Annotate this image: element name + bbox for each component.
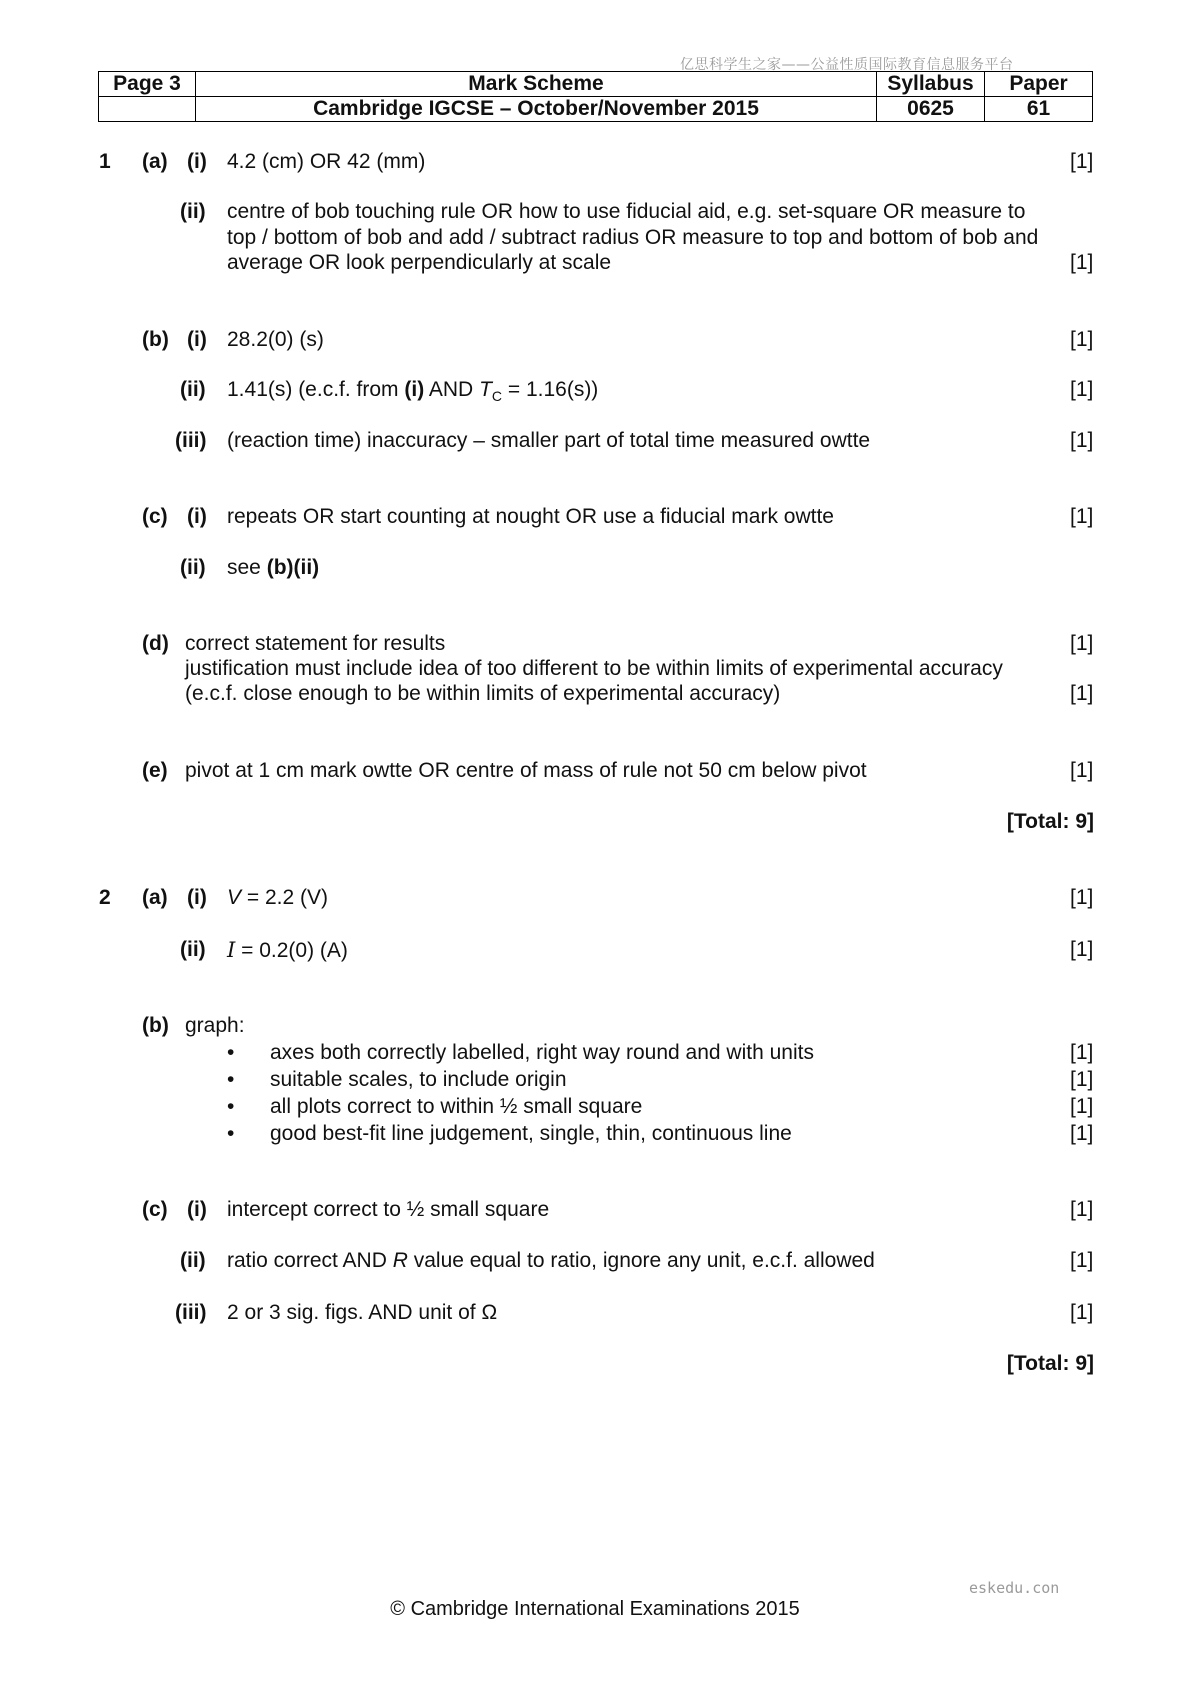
watermark-bottom: eskedu.con bbox=[969, 1579, 1060, 1597]
paper-number: 61 bbox=[985, 97, 1093, 122]
text-run: see bbox=[227, 556, 267, 579]
mark: [1] bbox=[1070, 505, 1094, 528]
answer-text: intercept correct to ½ small square bbox=[227, 1198, 550, 1221]
answer-text: 28.2(0) (s) bbox=[227, 328, 324, 351]
text-run: ratio correct AND bbox=[227, 1249, 393, 1272]
question-number: 1 bbox=[99, 150, 111, 173]
part-label: (c) bbox=[142, 1198, 168, 1221]
mark: [1] bbox=[1070, 632, 1094, 655]
list-item: good best-fit line judgement, single, thin, continuous line bbox=[270, 1122, 792, 1145]
answer-text: graph: bbox=[185, 1014, 245, 1037]
subpart-label: (i) bbox=[187, 328, 207, 351]
mark: [1] bbox=[1070, 378, 1094, 401]
variable: V bbox=[227, 886, 242, 909]
syllabus-label: Syllabus bbox=[877, 72, 985, 97]
document-title: Mark Scheme bbox=[196, 72, 877, 97]
mark: [1] bbox=[1070, 938, 1094, 961]
subpart-label: (i) bbox=[187, 505, 207, 528]
subpart-label: (ii) bbox=[180, 938, 206, 961]
variable: I bbox=[227, 938, 236, 962]
mark: [1] bbox=[1070, 1068, 1094, 1091]
mark: [1] bbox=[1070, 251, 1094, 274]
mark: [1] bbox=[1070, 759, 1094, 782]
answer-text bbox=[227, 378, 598, 404]
mark: [1] bbox=[1070, 1198, 1094, 1221]
answer-text: centre of bob touching rule OR how to use fiducial aid, e.g. set-square OR measure to bbox=[227, 200, 1026, 223]
question-total: [Total: 9] bbox=[1006, 1352, 1094, 1375]
mark: [1] bbox=[1070, 150, 1094, 173]
answer-text bbox=[227, 938, 348, 963]
answer-text: (e.c.f. close enough to be within limits of experimental accuracy) bbox=[185, 682, 781, 705]
subpart-label: (iii) bbox=[175, 429, 207, 452]
mark: [1] bbox=[1070, 1122, 1094, 1145]
watermark-top: 亿思科学生之家——公益性质国际教育信息服务平台 bbox=[680, 57, 1014, 73]
part-label: (e) bbox=[142, 759, 168, 782]
answer-text bbox=[227, 556, 319, 580]
answer-text: 4.2 (cm) OR 42 (mm) bbox=[227, 150, 426, 173]
mark: [1] bbox=[1070, 1095, 1094, 1118]
document-subtitle: Cambridge IGCSE – October/November 2015 bbox=[196, 97, 877, 122]
paper-label: Paper bbox=[985, 72, 1093, 97]
answer-text bbox=[227, 1249, 875, 1273]
mark: [1] bbox=[1070, 429, 1094, 452]
text-run: = 2.2 (V) bbox=[241, 886, 328, 909]
subpart-label: (ii) bbox=[180, 200, 206, 223]
subscript: C bbox=[491, 388, 503, 405]
subpart-label: (i) bbox=[187, 150, 207, 173]
list-item: all plots correct to within ½ small square bbox=[270, 1095, 643, 1118]
answer-text: repeats OR start counting at nought OR use a fiducial mark owtte bbox=[227, 505, 834, 528]
bullet-icon: • bbox=[227, 1068, 235, 1091]
answer-text: top / bottom of bob and add / subtract radius OR measure to top and bottom of bob and bbox=[227, 226, 1039, 249]
subpart-label: (ii) bbox=[180, 378, 206, 401]
copyright-footer: © Cambridge International Examinations 2015 bbox=[390, 1598, 800, 1620]
answer-text: justification must include idea of too different to be within limits of experimental accuracy bbox=[185, 657, 1003, 680]
part-label: (a) bbox=[142, 150, 168, 173]
mark: [1] bbox=[1070, 682, 1094, 705]
answer-text: correct statement for results bbox=[185, 632, 446, 655]
bullet-icon: • bbox=[227, 1122, 235, 1145]
list-item: suitable scales, to include origin bbox=[270, 1068, 567, 1091]
page-number: Page 3 bbox=[99, 72, 196, 97]
part-label: (c) bbox=[142, 505, 168, 528]
text-run: AND bbox=[424, 378, 480, 401]
mark: [1] bbox=[1070, 886, 1094, 909]
mark: [1] bbox=[1070, 1041, 1094, 1064]
part-label: (b) bbox=[142, 328, 169, 351]
header-table bbox=[98, 71, 1093, 122]
answer-text: 2 or 3 sig. figs. AND unit of Ω bbox=[227, 1301, 498, 1324]
variable: T bbox=[479, 378, 492, 401]
variable: R bbox=[392, 1249, 408, 1272]
mark: [1] bbox=[1070, 328, 1094, 351]
text-run: 1.41(s) (e.c.f. from bbox=[227, 378, 405, 401]
part-label: (a) bbox=[142, 886, 168, 909]
text-run: value equal to ratio, ignore any unit, e.c.f. allowed bbox=[407, 1249, 875, 1272]
bullet-icon: • bbox=[227, 1041, 235, 1064]
subpart-label: (i) bbox=[187, 1198, 207, 1221]
syllabus-code: 0625 bbox=[877, 97, 985, 122]
part-label: (d) bbox=[142, 632, 169, 655]
mark: [1] bbox=[1070, 1249, 1094, 1272]
header-blank-cell bbox=[99, 97, 196, 122]
subpart-label: (i) bbox=[187, 886, 207, 909]
subpart-label: (ii) bbox=[180, 556, 206, 579]
text-run: = 0.2(0) (A) bbox=[235, 939, 348, 962]
answer-text bbox=[227, 886, 328, 910]
answer-text: average OR look perpendicularly at scale bbox=[227, 251, 612, 274]
text-run: = 1.16(s)) bbox=[502, 378, 599, 401]
part-label: (b) bbox=[142, 1014, 169, 1037]
question-number: 2 bbox=[99, 886, 111, 909]
list-item: axes both correctly labelled, right way round and with units bbox=[270, 1041, 814, 1064]
text-run-bold: (b)(ii) bbox=[266, 556, 320, 579]
mark: [1] bbox=[1070, 1301, 1094, 1324]
text-run-bold: (i) bbox=[404, 378, 425, 401]
subpart-label: (ii) bbox=[180, 1249, 206, 1272]
answer-text: (reaction time) inaccuracy – smaller part of total time measured owtte bbox=[227, 429, 871, 452]
question-total: [Total: 9] bbox=[1006, 810, 1094, 833]
subpart-label: (iii) bbox=[175, 1301, 207, 1324]
bullet-icon: • bbox=[227, 1095, 235, 1118]
answer-text: pivot at 1 cm mark owtte OR centre of mass of rule not 50 cm below pivot bbox=[185, 759, 867, 782]
